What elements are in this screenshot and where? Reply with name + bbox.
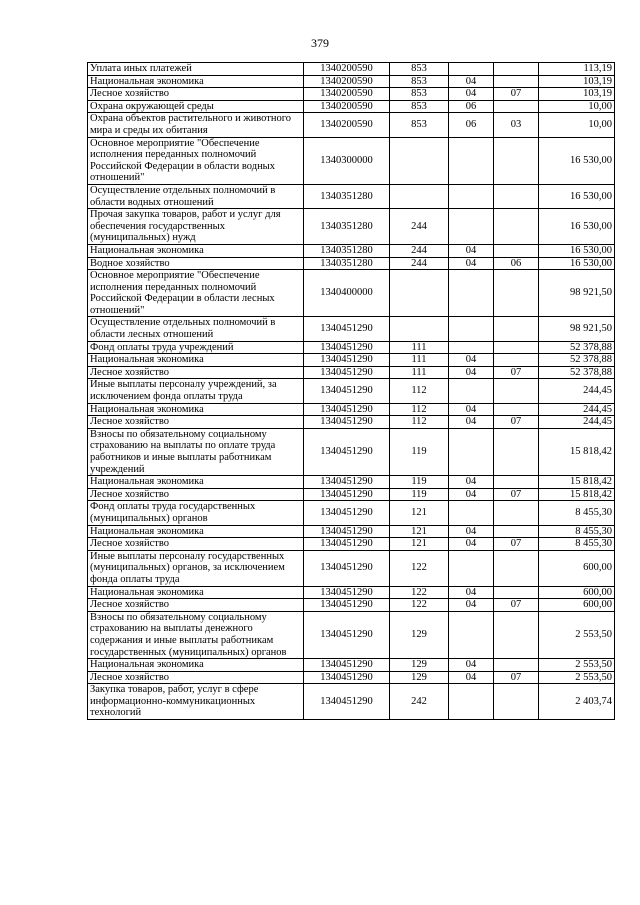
row-target-article-cell: 1340451290 (304, 416, 390, 429)
row-name-cell: Лесное хозяйство (88, 599, 304, 612)
row-section-cell: 04 (449, 257, 494, 270)
table-row (88, 184, 615, 208)
row-subsection-cell (494, 403, 539, 416)
row-target-article-cell: 1340451290 (304, 488, 390, 501)
row-name-cell: Лесное хозяйство (88, 88, 304, 101)
row-target-article-cell: 1340200590 (304, 88, 390, 101)
row-subsection-cell: 03 (494, 113, 539, 137)
row-sum-cell: 2 553,50 (539, 671, 615, 684)
row-subsection-cell (494, 209, 539, 245)
row-section-cell (449, 209, 494, 245)
row-section-cell: 06 (449, 113, 494, 137)
row-section-cell (449, 137, 494, 184)
row-subsection-cell (494, 317, 539, 341)
row-target-article-cell: 1340451290 (304, 428, 390, 475)
row-target-article-cell: 1340351280 (304, 244, 390, 257)
row-sum-cell: 8 455,30 (539, 501, 615, 525)
row-subsection-cell (494, 244, 539, 257)
row-subsection-cell: 07 (494, 88, 539, 101)
table-row (88, 209, 615, 245)
row-name-cell: Национальная экономика (88, 403, 304, 416)
row-sum-cell: 15 818,42 (539, 488, 615, 501)
row-section-cell (449, 428, 494, 475)
row-target-article-cell: 1340451290 (304, 354, 390, 367)
table-row (88, 257, 615, 270)
row-expense-type-cell: 121 (390, 525, 449, 538)
table-row (88, 525, 615, 538)
row-section-cell: 04 (449, 525, 494, 538)
row-expense-type-cell: 853 (390, 88, 449, 101)
row-target-article-cell: 1340451290 (304, 586, 390, 599)
row-subsection-cell: 07 (494, 538, 539, 551)
row-name-cell: Лесное хозяйство (88, 671, 304, 684)
row-target-article-cell: 1340351280 (304, 257, 390, 270)
row-target-article-cell: 1340351280 (304, 184, 390, 208)
row-expense-type-cell: 122 (390, 586, 449, 599)
row-target-article-cell: 1340451290 (304, 525, 390, 538)
row-sum-cell: 15 818,42 (539, 476, 615, 489)
row-target-article-cell: 1340200590 (304, 113, 390, 137)
row-expense-type-cell: 853 (390, 75, 449, 88)
row-target-article-cell: 1340451290 (304, 317, 390, 341)
row-target-article-cell: 1340200590 (304, 75, 390, 88)
row-name-cell: Уплата иных платежей (88, 63, 304, 76)
row-name-cell: Охрана объектов растительного и животного мира и среды их обитания (88, 113, 304, 137)
table-row (88, 270, 615, 317)
row-sum-cell: 244,45 (539, 403, 615, 416)
row-section-cell: 04 (449, 354, 494, 367)
row-section-cell (449, 341, 494, 354)
row-section-cell: 04 (449, 599, 494, 612)
row-expense-type-cell: 853 (390, 100, 449, 113)
row-sum-cell: 244,45 (539, 416, 615, 429)
row-subsection-cell (494, 100, 539, 113)
row-subsection-cell (494, 586, 539, 599)
row-subsection-cell (494, 659, 539, 672)
row-section-cell (449, 379, 494, 403)
row-target-article-cell: 1340451290 (304, 659, 390, 672)
row-name-cell: Осуществление отдельных полномочий в области водных отношений (88, 184, 304, 208)
row-sum-cell: 52 378,88 (539, 366, 615, 379)
row-target-article-cell: 1340451290 (304, 403, 390, 416)
table-row (88, 113, 615, 137)
row-expense-type-cell: 244 (390, 244, 449, 257)
row-expense-type-cell: 129 (390, 671, 449, 684)
row-sum-cell: 8 455,30 (539, 538, 615, 551)
row-section-cell (449, 550, 494, 586)
row-expense-type-cell: 111 (390, 354, 449, 367)
table-row (88, 341, 615, 354)
row-name-cell: Прочая закупка товаров, работ и услуг для обеспечения государственных (муниципальных) нужд (88, 209, 304, 245)
table-row (88, 599, 615, 612)
row-target-article-cell: 1340351280 (304, 209, 390, 245)
row-subsection-cell (494, 137, 539, 184)
row-expense-type-cell: 111 (390, 341, 449, 354)
row-subsection-cell (494, 684, 539, 720)
row-target-article-cell: 1340451290 (304, 684, 390, 720)
row-section-cell: 04 (449, 476, 494, 489)
row-expense-type-cell (390, 184, 449, 208)
row-section-cell (449, 611, 494, 658)
row-subsection-cell: 07 (494, 416, 539, 429)
table-row (88, 538, 615, 551)
row-section-cell (449, 684, 494, 720)
row-name-cell: Национальная экономика (88, 586, 304, 599)
row-subsection-cell: 07 (494, 671, 539, 684)
row-section-cell: 04 (449, 88, 494, 101)
row-sum-cell: 15 818,42 (539, 428, 615, 475)
row-sum-cell: 103,19 (539, 88, 615, 101)
row-expense-type-cell: 129 (390, 659, 449, 672)
row-section-cell (449, 63, 494, 76)
row-name-cell: Взносы по обязательному социальному страхованию на выплаты денежного содержания и иные выплаты работникам государственных (муниципальных) органов (88, 611, 304, 658)
row-target-article-cell: 1340451290 (304, 379, 390, 403)
row-name-cell: Национальная экономика (88, 75, 304, 88)
row-sum-cell: 16 530,00 (539, 137, 615, 184)
table-row (88, 75, 615, 88)
table-row (88, 354, 615, 367)
row-target-article-cell: 1340451290 (304, 550, 390, 586)
row-name-cell: Лесное хозяйство (88, 538, 304, 551)
row-target-article-cell: 1340451290 (304, 366, 390, 379)
row-name-cell: Национальная экономика (88, 244, 304, 257)
row-section-cell: 04 (449, 586, 494, 599)
table-row (88, 586, 615, 599)
row-expense-type-cell: 119 (390, 476, 449, 489)
row-sum-cell: 52 378,88 (539, 354, 615, 367)
row-expense-type-cell: 853 (390, 113, 449, 137)
table-row (88, 403, 615, 416)
row-sum-cell: 16 530,00 (539, 209, 615, 245)
row-name-cell: Основное мероприятие "Обеспечение исполнения переданных полномочий Российской Федерации в области лесных отношений" (88, 270, 304, 317)
row-subsection-cell (494, 354, 539, 367)
row-sum-cell: 103,19 (539, 75, 615, 88)
table-row (88, 476, 615, 489)
row-section-cell: 04 (449, 75, 494, 88)
table-row (88, 684, 615, 720)
table-row (88, 550, 615, 586)
row-expense-type-cell (390, 137, 449, 184)
row-section-cell: 04 (449, 403, 494, 416)
row-name-cell: Фонд оплаты труда государственных (муниципальных) органов (88, 501, 304, 525)
row-subsection-cell: 07 (494, 599, 539, 612)
row-name-cell: Закупка товаров, работ, услуг в сфере информационно-коммуникационных технологий (88, 684, 304, 720)
row-target-article-cell: 1340400000 (304, 270, 390, 317)
row-target-article-cell: 1340451290 (304, 501, 390, 525)
row-expense-type-cell: 111 (390, 366, 449, 379)
row-sum-cell: 600,00 (539, 599, 615, 612)
row-name-cell: Национальная экономика (88, 525, 304, 538)
row-target-article-cell: 1340451290 (304, 476, 390, 489)
row-name-cell: Национальная экономика (88, 354, 304, 367)
table-row (88, 88, 615, 101)
row-section-cell: 04 (449, 538, 494, 551)
row-sum-cell: 98 921,50 (539, 317, 615, 341)
row-sum-cell: 113,19 (539, 63, 615, 76)
row-name-cell: Лесное хозяйство (88, 366, 304, 379)
row-expense-type-cell: 121 (390, 538, 449, 551)
row-expense-type-cell: 122 (390, 550, 449, 586)
row-name-cell: Водное хозяйство (88, 257, 304, 270)
row-expense-type-cell: 112 (390, 403, 449, 416)
table-row (88, 137, 615, 184)
row-target-article-cell: 1340300000 (304, 137, 390, 184)
row-target-article-cell: 1340200590 (304, 63, 390, 76)
row-target-article-cell: 1340451290 (304, 599, 390, 612)
row-expense-type-cell: 119 (390, 488, 449, 501)
row-subsection-cell (494, 341, 539, 354)
row-sum-cell: 52 378,88 (539, 341, 615, 354)
row-expense-type-cell: 244 (390, 209, 449, 245)
budget-table-body (88, 63, 615, 720)
row-subsection-cell: 07 (494, 366, 539, 379)
row-name-cell: Национальная экономика (88, 476, 304, 489)
row-expense-type-cell: 122 (390, 599, 449, 612)
row-sum-cell: 16 530,00 (539, 257, 615, 270)
page-number: 379 (311, 36, 329, 50)
row-expense-type-cell: 112 (390, 416, 449, 429)
row-subsection-cell (494, 379, 539, 403)
row-sum-cell: 10,00 (539, 113, 615, 137)
row-expense-type-cell: 242 (390, 684, 449, 720)
row-section-cell: 04 (449, 244, 494, 257)
row-name-cell: Осуществление отдельных полномочий в области лесных отношений (88, 317, 304, 341)
row-subsection-cell (494, 184, 539, 208)
table-row (88, 428, 615, 475)
row-section-cell: 04 (449, 659, 494, 672)
row-section-cell: 06 (449, 100, 494, 113)
row-subsection-cell (494, 525, 539, 538)
row-name-cell: Взносы по обязательному социальному страхованию на выплаты по оплате труда работников и иные выплаты работникам учреждений (88, 428, 304, 475)
row-name-cell: Охрана окружающей среды (88, 100, 304, 113)
row-name-cell: Национальная экономика (88, 659, 304, 672)
table-row (88, 501, 615, 525)
row-target-article-cell: 1340451290 (304, 671, 390, 684)
row-section-cell (449, 184, 494, 208)
table-row (88, 317, 615, 341)
row-sum-cell: 8 455,30 (539, 525, 615, 538)
row-target-article-cell: 1340451290 (304, 341, 390, 354)
row-target-article-cell: 1340451290 (304, 611, 390, 658)
row-subsection-cell: 07 (494, 488, 539, 501)
row-sum-cell: 2 553,50 (539, 611, 615, 658)
row-sum-cell: 10,00 (539, 100, 615, 113)
row-sum-cell: 2 553,50 (539, 659, 615, 672)
table-row (88, 366, 615, 379)
table-row (88, 100, 615, 113)
row-name-cell: Лесное хозяйство (88, 416, 304, 429)
row-section-cell (449, 501, 494, 525)
row-expense-type-cell: 112 (390, 379, 449, 403)
table-row (88, 416, 615, 429)
row-sum-cell: 244,45 (539, 379, 615, 403)
row-name-cell: Лесное хозяйство (88, 488, 304, 501)
row-subsection-cell (494, 63, 539, 76)
row-sum-cell: 98 921,50 (539, 270, 615, 317)
table-row (88, 244, 615, 257)
row-section-cell: 04 (449, 671, 494, 684)
row-section-cell: 04 (449, 488, 494, 501)
table-row (88, 659, 615, 672)
row-sum-cell: 16 530,00 (539, 244, 615, 257)
row-expense-type-cell: 853 (390, 63, 449, 76)
row-section-cell: 04 (449, 416, 494, 429)
row-section-cell (449, 270, 494, 317)
row-expense-type-cell (390, 317, 449, 341)
row-section-cell (449, 317, 494, 341)
table-row (88, 63, 615, 76)
row-name-cell: Фонд оплаты труда учреждений (88, 341, 304, 354)
row-sum-cell: 16 530,00 (539, 184, 615, 208)
row-sum-cell: 600,00 (539, 550, 615, 586)
row-subsection-cell (494, 501, 539, 525)
row-name-cell: Иные выплаты персоналу государственных (муниципальных) органов, за исключением фонда оплаты труда (88, 550, 304, 586)
row-subsection-cell (494, 75, 539, 88)
row-target-article-cell: 1340451290 (304, 538, 390, 551)
row-subsection-cell (494, 428, 539, 475)
row-subsection-cell: 06 (494, 257, 539, 270)
row-subsection-cell (494, 611, 539, 658)
table-row (88, 611, 615, 658)
row-sum-cell: 2 403,74 (539, 684, 615, 720)
row-subsection-cell (494, 270, 539, 317)
row-sum-cell: 600,00 (539, 586, 615, 599)
row-subsection-cell (494, 476, 539, 489)
row-subsection-cell (494, 550, 539, 586)
row-expense-type-cell: 121 (390, 501, 449, 525)
row-expense-type-cell: 129 (390, 611, 449, 658)
row-name-cell: Иные выплаты персоналу учреждений, за исключением фонда оплаты труда (88, 379, 304, 403)
row-expense-type-cell: 119 (390, 428, 449, 475)
row-target-article-cell: 1340200590 (304, 100, 390, 113)
table-row (88, 379, 615, 403)
row-expense-type-cell: 244 (390, 257, 449, 270)
budget-table (87, 62, 615, 720)
table-row (88, 488, 615, 501)
row-expense-type-cell (390, 270, 449, 317)
row-name-cell: Основное мероприятие "Обеспечение исполнения переданных полномочий Российской Федерации в области водных отношений" (88, 137, 304, 184)
table-row (88, 671, 615, 684)
row-section-cell: 04 (449, 366, 494, 379)
